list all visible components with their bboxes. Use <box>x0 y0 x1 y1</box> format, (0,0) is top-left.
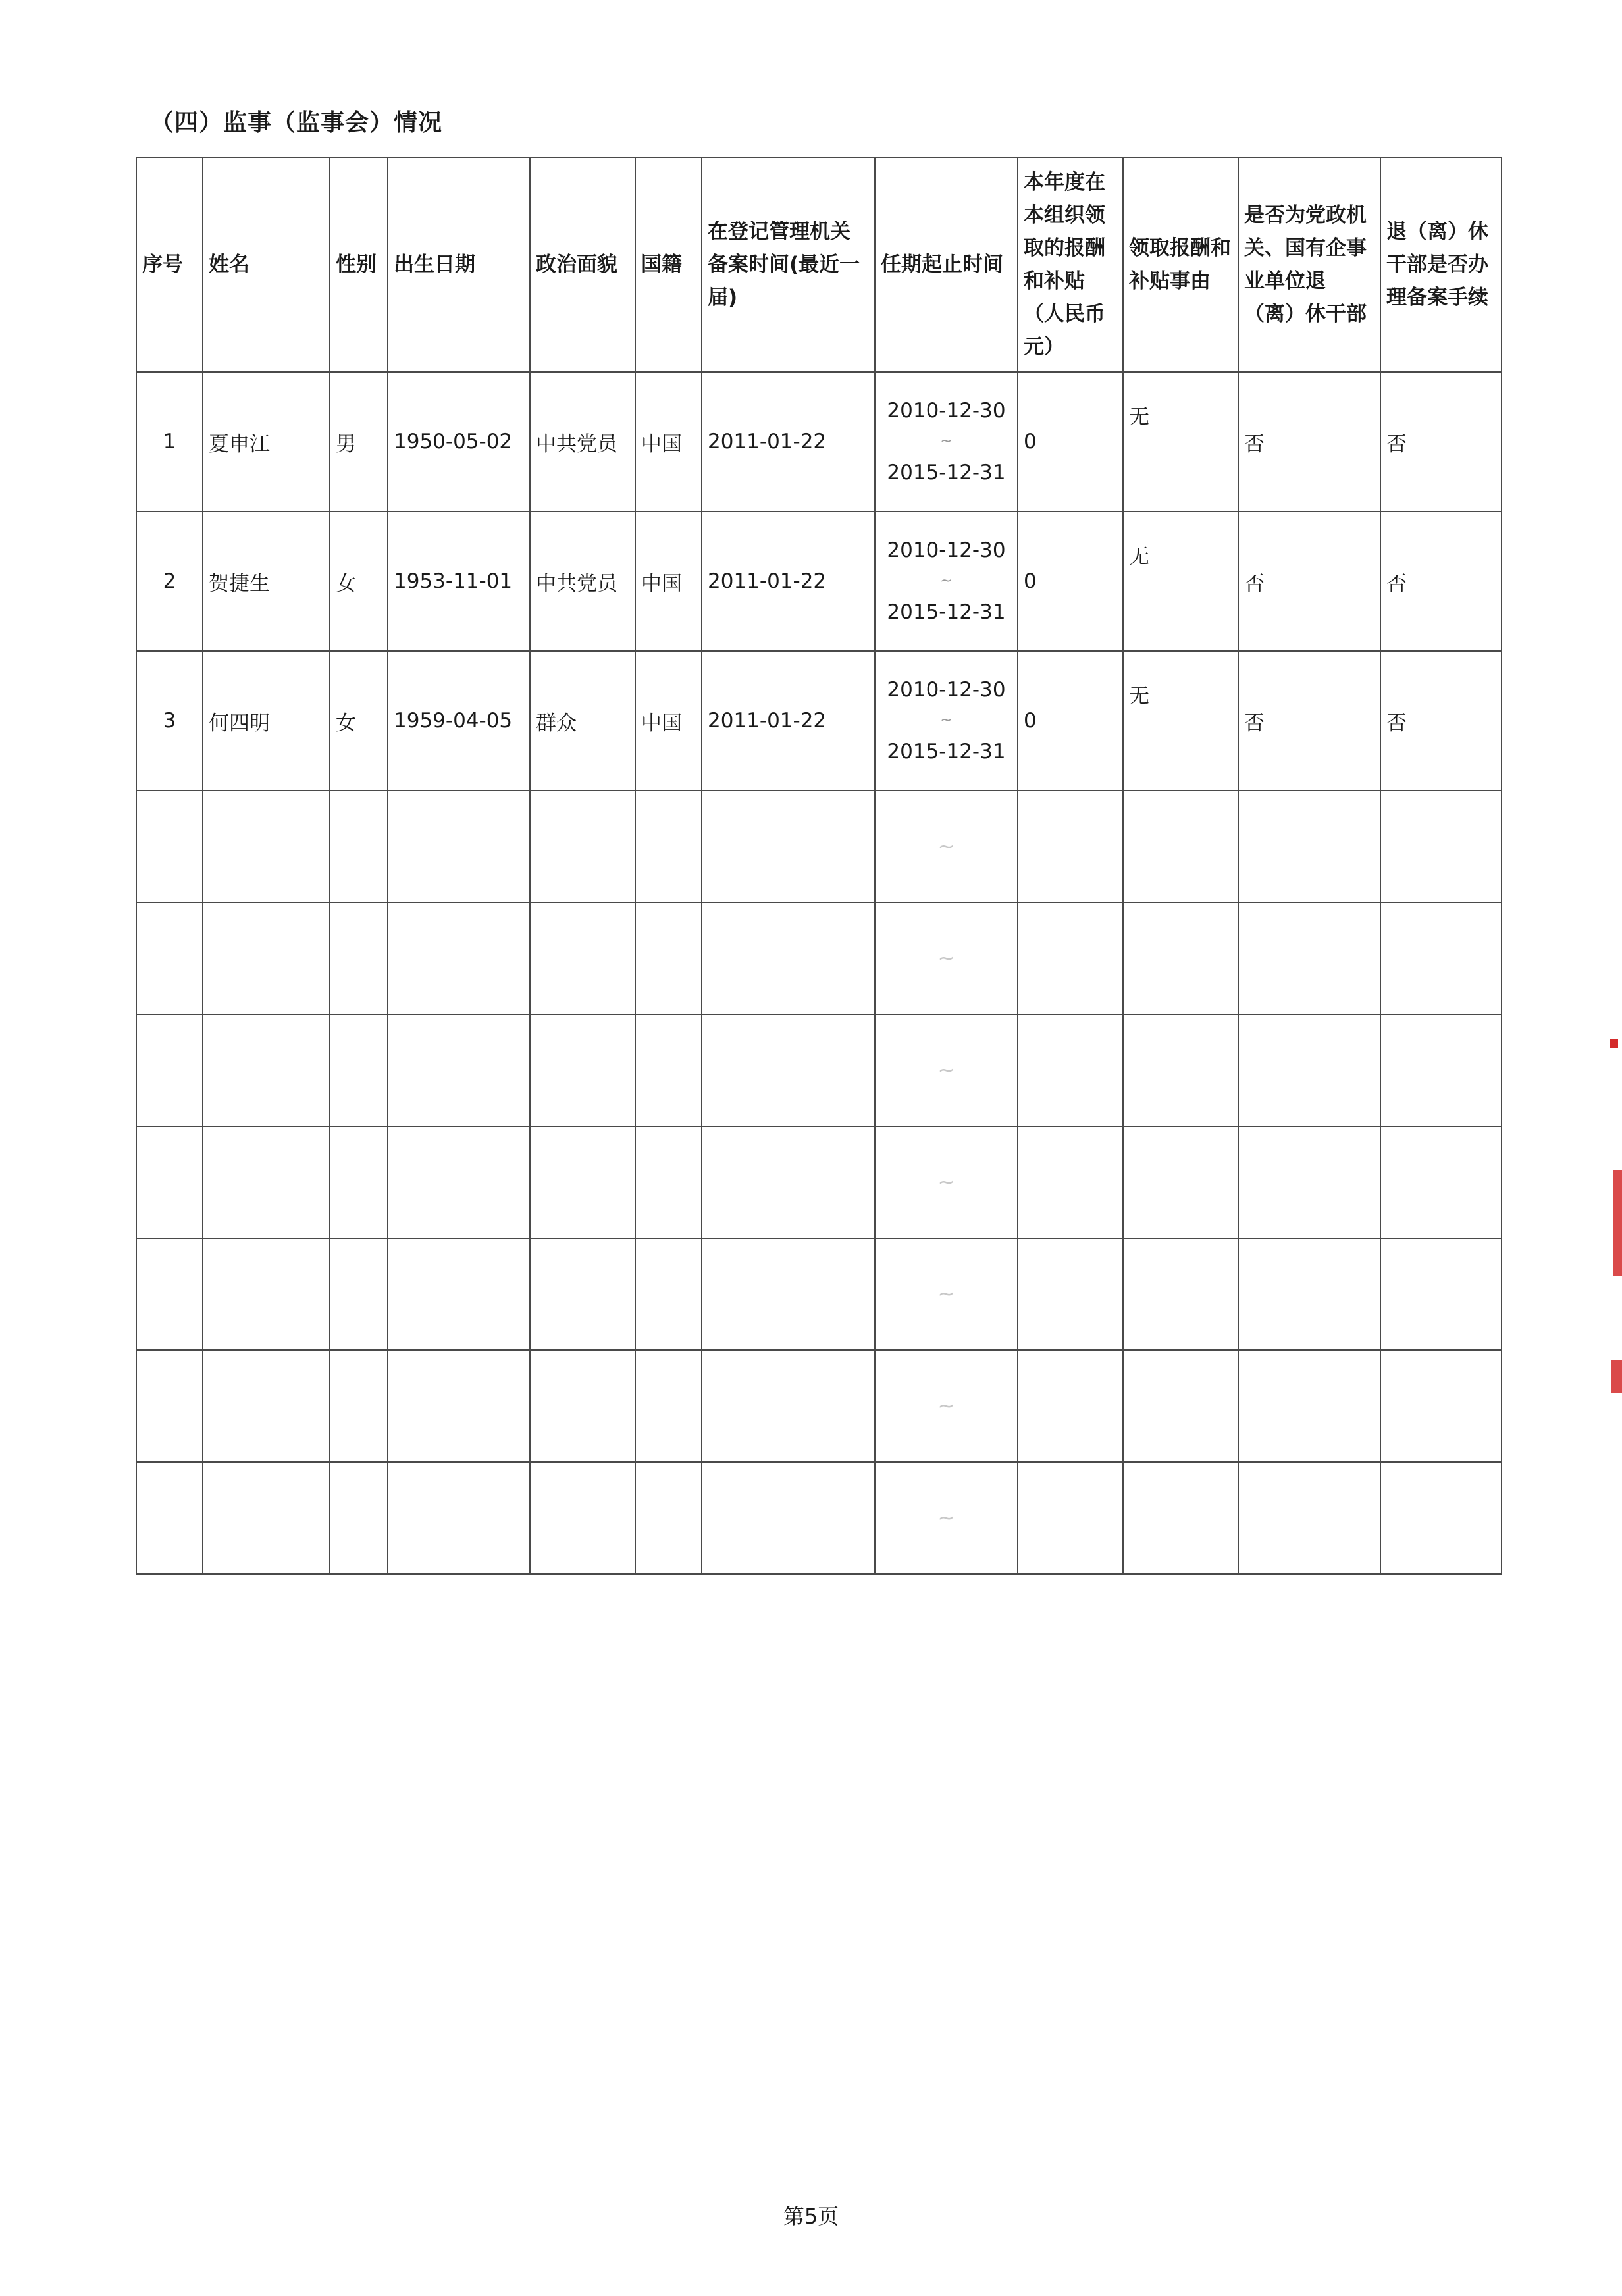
empty-row <box>136 902 1502 1014</box>
stamp-fragment <box>1610 1039 1618 1048</box>
cell-nationality: 中国 <box>635 511 702 651</box>
cell-term <box>875 372 1018 511</box>
term-separator: ~ <box>940 433 953 450</box>
term-separator: ~ <box>940 712 953 729</box>
cell-retired-cadre: 否 <box>1238 511 1380 651</box>
cell-birth: 1953-11-01 <box>388 511 530 651</box>
empty-row <box>136 791 1502 902</box>
term-separator: ~ <box>940 573 953 589</box>
empty-term-separator: ~ <box>875 902 1018 1014</box>
term-end: 2015-12-31 <box>887 740 1006 764</box>
cell-name: 何四明 <box>203 651 330 791</box>
term-start: 2010-12-30 <box>887 399 1006 423</box>
empty-row <box>136 1238 1502 1350</box>
empty-term-separator: ~ <box>875 1350 1018 1462</box>
cell-retired-cadre: 否 <box>1238 651 1380 791</box>
cell-filed: 否 <box>1380 651 1502 791</box>
cell-birth: 1959-04-05 <box>388 651 530 791</box>
cell-pay-reason: 无 <box>1123 651 1238 791</box>
cell-pay-reason: 无 <box>1123 372 1238 511</box>
header-term: 任期起止时间 <box>875 157 1018 372</box>
empty-row <box>136 1350 1502 1462</box>
cell-term <box>875 651 1018 791</box>
cell-filing-date: 2011-01-22 <box>702 651 875 791</box>
empty-row <box>136 1126 1502 1238</box>
header-no: 序号 <box>136 157 203 372</box>
table-row <box>136 651 1502 791</box>
term-end: 2015-12-31 <box>887 600 1006 624</box>
cell-political: 中共党员 <box>530 511 635 651</box>
header-filed: 退（离）休干部是否办理备案手续 <box>1380 157 1502 372</box>
page-number: 第5页 <box>783 2204 839 2229</box>
stamp-fragment <box>1611 1360 1622 1393</box>
section-title: （四）监事（监事会）情况 <box>150 109 443 136</box>
cell-no: 3 <box>136 651 203 791</box>
header-pay-reason: 领取报酬和补贴事由 <box>1123 157 1238 372</box>
cell-retired-cadre: 否 <box>1238 372 1380 511</box>
cell-nationality: 中国 <box>635 651 702 791</box>
cell-birth: 1950-05-02 <box>388 372 530 511</box>
cell-term <box>875 511 1018 651</box>
empty-term-separator: ~ <box>875 1462 1018 1574</box>
header-pay: 本年度在本组织领取的报酬和补贴（人民币元） <box>1018 157 1123 372</box>
cell-gender: 女 <box>330 651 388 791</box>
cell-pay-reason: 无 <box>1123 511 1238 651</box>
cell-pay: 0 <box>1018 651 1123 791</box>
cell-gender: 男 <box>330 372 388 511</box>
cell-nationality: 中国 <box>635 372 702 511</box>
cell-pay: 0 <box>1018 372 1123 511</box>
header-nationality: 国籍 <box>635 157 702 372</box>
empty-term-separator: ~ <box>875 1126 1018 1238</box>
term-start: 2010-12-30 <box>887 538 1006 562</box>
header-political: 政治面貌 <box>530 157 635 372</box>
empty-term-separator: ~ <box>875 1238 1018 1350</box>
stamp-fragment <box>1613 1170 1622 1276</box>
cell-name: 贺捷生 <box>203 511 330 651</box>
cell-political: 群众 <box>530 651 635 791</box>
empty-row <box>136 1462 1502 1574</box>
table-row <box>136 372 1502 511</box>
cell-political: 中共党员 <box>530 372 635 511</box>
empty-term-separator: ~ <box>875 791 1018 902</box>
cell-filed: 否 <box>1380 511 1502 651</box>
table-header-row <box>136 157 1502 372</box>
cell-pay: 0 <box>1018 511 1123 651</box>
cell-filed: 否 <box>1380 372 1502 511</box>
header-retired-cadre: 是否为党政机关、国有企事业单位退（离）休干部 <box>1238 157 1380 372</box>
term-end: 2015-12-31 <box>887 461 1006 484</box>
table-row <box>136 511 1502 651</box>
header-gender: 性别 <box>330 157 388 372</box>
header-name: 姓名 <box>203 157 330 372</box>
cell-name: 夏申江 <box>203 372 330 511</box>
supervisors-table <box>136 157 1502 1575</box>
cell-gender: 女 <box>330 511 388 651</box>
term-start: 2010-12-30 <box>887 678 1006 702</box>
cell-no: 2 <box>136 511 203 651</box>
empty-term-separator: ~ <box>875 1014 1018 1126</box>
empty-row <box>136 1014 1502 1126</box>
cell-filing-date: 2011-01-22 <box>702 372 875 511</box>
header-filing-date: 在登记管理机关备案时间(最近一届) <box>702 157 875 372</box>
cell-no: 1 <box>136 372 203 511</box>
header-birth: 出生日期 <box>388 157 530 372</box>
cell-filing-date: 2011-01-22 <box>702 511 875 651</box>
